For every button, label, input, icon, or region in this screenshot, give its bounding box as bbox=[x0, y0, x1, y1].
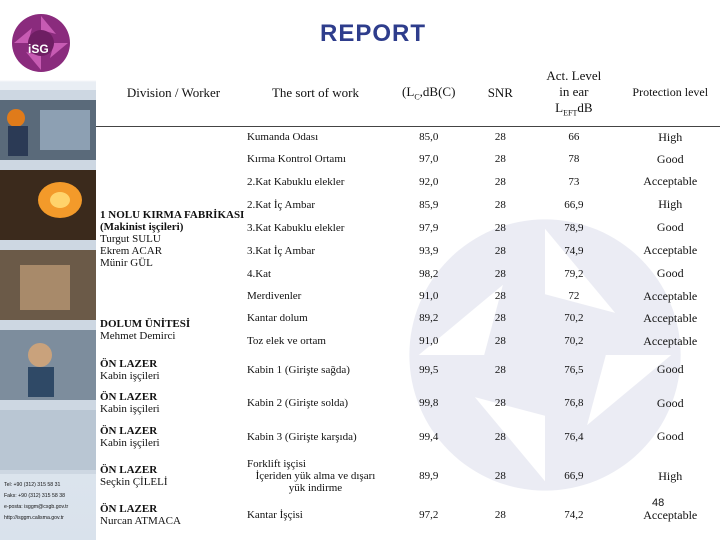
table-body bbox=[96, 126, 720, 531]
contact-web: http://isggm.calisma.gov.tr bbox=[4, 515, 64, 521]
noise-report-table bbox=[96, 60, 720, 531]
act-level-cell: 72 bbox=[568, 290, 580, 302]
snr-cell: 28 bbox=[494, 198, 506, 211]
header-work: The sort of work bbox=[247, 60, 384, 126]
protection-cell: Good bbox=[656, 151, 684, 166]
act-level-cell: 76,5 bbox=[564, 363, 584, 376]
division-name: ÖN LAZER bbox=[100, 464, 158, 476]
worker-name: Turgut SULU bbox=[100, 232, 161, 245]
act-level-cell: 66,9 bbox=[564, 198, 584, 211]
act-level-cell: 76,4 bbox=[564, 430, 584, 443]
protection-cell: High bbox=[658, 468, 683, 483]
lc-cell: 97,0 bbox=[419, 153, 439, 165]
protection-cell: Good bbox=[656, 429, 684, 443]
protection-cell: Acceptable bbox=[643, 507, 698, 522]
work-cell: Merdivenler bbox=[246, 290, 302, 302]
lc-cell: 85,9 bbox=[419, 198, 439, 211]
division-cell bbox=[96, 386, 247, 420]
page-title: REPORT bbox=[320, 20, 427, 47]
protection-cell: Acceptable bbox=[643, 174, 698, 188]
lc-cell: 85,0 bbox=[419, 131, 439, 144]
division-cell bbox=[96, 170, 247, 307]
division-subtitle: (Makinist işçileri) bbox=[100, 220, 184, 233]
act-level-cell: 79,2 bbox=[564, 267, 584, 280]
work-cell: Kırma Kontrol Ortamı bbox=[246, 153, 346, 165]
work-cell: Kabin 3 (Girişte karşıda) bbox=[246, 430, 357, 443]
snr-cell: 28 bbox=[494, 335, 506, 347]
table-row bbox=[96, 453, 720, 499]
table-row bbox=[96, 420, 720, 453]
lc-cell: 98,2 bbox=[419, 267, 439, 280]
snr-cell: 28 bbox=[494, 430, 506, 443]
table-row bbox=[96, 170, 720, 193]
sidebar-decoration bbox=[0, 0, 96, 540]
snr-cell: 28 bbox=[494, 175, 506, 188]
lc-cell: 93,9 bbox=[419, 244, 439, 257]
protection-cell: Acceptable bbox=[643, 310, 698, 325]
lc-cell: 97,2 bbox=[419, 509, 439, 521]
snr-cell: 28 bbox=[494, 397, 506, 409]
protection-cell: Acceptable bbox=[643, 288, 698, 303]
worker-name: Ekrem ACAR bbox=[100, 244, 163, 257]
snr-cell: 28 bbox=[494, 290, 506, 302]
contact-email: e-posta: isggm@csgb.gov.tr bbox=[4, 504, 69, 510]
work-cell: 2.Kat Kabuklu elekler bbox=[246, 175, 345, 188]
header-division: Division / Worker bbox=[96, 60, 247, 126]
worker-name: Kabin işçileri bbox=[100, 403, 160, 415]
division-name: ÖN LAZER bbox=[100, 391, 158, 403]
worker-name: Seçkin ÇİLELİ bbox=[100, 476, 168, 488]
work-cell: Kantar İşçisi bbox=[246, 509, 303, 521]
logo-text: iSG bbox=[28, 42, 49, 56]
snr-cell: 28 bbox=[494, 153, 506, 165]
division-cell bbox=[96, 307, 247, 353]
protection-cell: High bbox=[658, 129, 683, 144]
protection-cell: High bbox=[658, 197, 683, 211]
act-level-cell: 73 bbox=[568, 175, 580, 188]
page-number: 48 bbox=[652, 497, 665, 509]
lc-cell: 99,8 bbox=[419, 397, 439, 409]
table-row bbox=[96, 499, 720, 531]
protection-cell: Good bbox=[656, 266, 684, 280]
contact-tel: Tel: +90 (312) 315 58 31 bbox=[4, 482, 61, 488]
act-level-cell: 74,2 bbox=[564, 509, 584, 521]
snr-cell: 28 bbox=[494, 221, 506, 234]
lc-cell: 92,0 bbox=[419, 175, 439, 188]
work-cell: Forklift işçisi İçeriden yük alma ve dışarı yük indirme bbox=[246, 458, 376, 494]
work-cell: Kumanda Odası bbox=[246, 131, 319, 144]
header-snr: SNR bbox=[474, 60, 528, 126]
division-cell bbox=[96, 453, 247, 499]
act-level-cell: 66 bbox=[568, 131, 580, 144]
division-name: ÖN LAZER bbox=[100, 424, 158, 437]
table-row bbox=[96, 126, 720, 148]
worker-name: Mehmet Demirci bbox=[100, 330, 176, 342]
work-cell: 4.Kat bbox=[246, 267, 272, 280]
lc-cell: 91,0 bbox=[419, 290, 439, 302]
protection-cell: Good bbox=[656, 362, 684, 376]
worker-name: Kabin işçileri bbox=[100, 436, 160, 449]
act-level-cell: 74,9 bbox=[564, 244, 584, 257]
lc-cell: 97,9 bbox=[419, 221, 439, 234]
act-level-cell: 70,2 bbox=[564, 312, 584, 324]
protection-cell: Acceptable bbox=[643, 243, 698, 257]
work-cell: Kabin 1 (Girişte sağda) bbox=[246, 363, 350, 376]
worker-name: Kabin işçileri bbox=[100, 369, 160, 382]
act-level-cell: 78 bbox=[568, 153, 580, 165]
worker-name: Nurcan ATMACA bbox=[100, 515, 181, 527]
division-cell bbox=[96, 499, 247, 531]
snr-cell: 28 bbox=[494, 267, 506, 280]
work-cell: Kabin 2 (Girişte solda) bbox=[246, 397, 349, 409]
lc-cell: 89,9 bbox=[419, 470, 439, 482]
work-cell: 3.Kat İç Ambar bbox=[246, 244, 316, 257]
header-act-level: Act. Level in ear $L_{EFT}dB$ bbox=[527, 60, 620, 126]
work-cell: 2.Kat İç Ambar bbox=[246, 198, 316, 211]
table-row bbox=[96, 386, 720, 420]
act-level-cell: 66,9 bbox=[564, 470, 584, 482]
header-protection: Protection level bbox=[621, 60, 720, 126]
act-level-cell: 78,9 bbox=[564, 221, 584, 234]
worker-photo-strip bbox=[0, 90, 96, 474]
worker-name: Münir GÜL bbox=[100, 256, 153, 269]
lc-cell: 99,4 bbox=[419, 430, 439, 443]
snr-cell: 28 bbox=[494, 244, 506, 257]
division-name: ÖN LAZER bbox=[100, 357, 158, 370]
snr-cell: 28 bbox=[494, 312, 506, 324]
table-header-row bbox=[96, 60, 720, 126]
protection-cell: Acceptable bbox=[643, 333, 698, 348]
division-name: DOLUM ÜNİTESİ bbox=[100, 318, 191, 330]
snr-cell: 28 bbox=[494, 131, 506, 144]
table-row bbox=[96, 307, 720, 329]
work-cell: Toz elek ve ortam bbox=[246, 335, 326, 347]
snr-cell: 28 bbox=[494, 363, 506, 376]
lc-cell: 99,5 bbox=[419, 363, 439, 376]
lc-cell: 91,0 bbox=[419, 335, 439, 347]
work-cell: Kantar dolum bbox=[246, 312, 308, 324]
contact-fax: Faks: +90 (312) 315 58 38 bbox=[4, 493, 65, 499]
division-name: ÖN LAZER bbox=[100, 503, 158, 515]
work-cell: 3.Kat Kabuklu elekler bbox=[246, 221, 345, 234]
division-cell bbox=[96, 126, 247, 170]
table-row bbox=[96, 353, 720, 386]
division-cell bbox=[96, 353, 247, 386]
act-level-cell: 76,8 bbox=[564, 397, 584, 409]
contact-info bbox=[4, 480, 98, 524]
act-level-cell: 70,2 bbox=[564, 335, 584, 347]
snr-cell: 28 bbox=[494, 470, 506, 482]
protection-cell: Good bbox=[656, 395, 684, 410]
snr-cell: 28 bbox=[494, 509, 506, 521]
division-cell bbox=[96, 420, 247, 453]
division-name: 1 NOLU KIRMA FABRİKASI bbox=[100, 208, 245, 221]
protection-cell: Good bbox=[656, 220, 684, 234]
header-lc: ($L_C,dB(C)$ bbox=[384, 60, 474, 126]
lc-cell: 89,2 bbox=[419, 312, 439, 324]
